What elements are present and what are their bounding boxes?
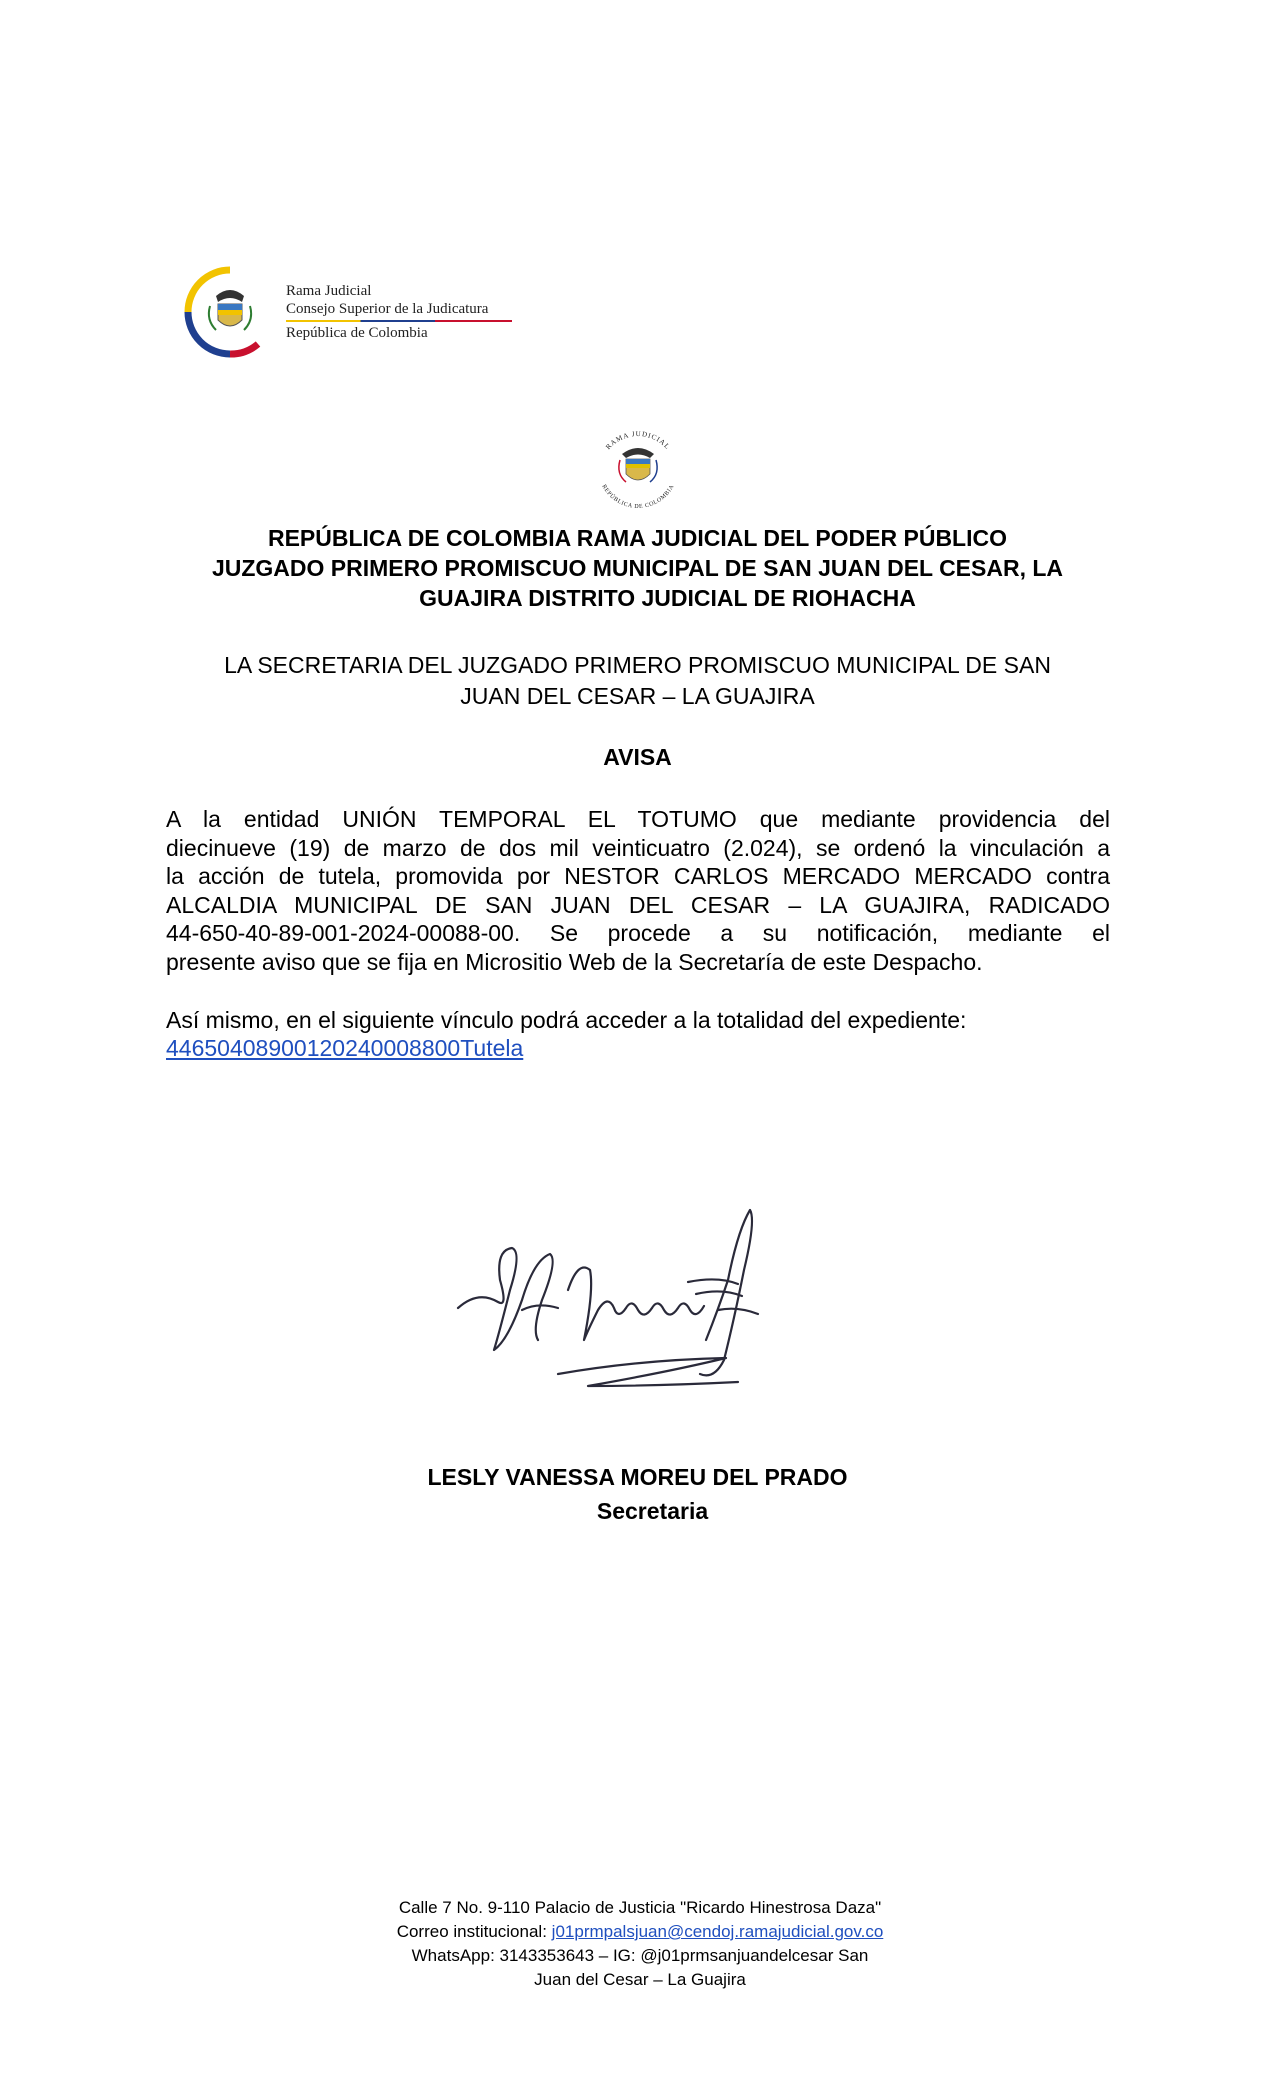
- subtitle-line-1: LA SECRETARIA DEL JUZGADO PRIMERO PROMISCUO MUNICIPAL DE SAN: [224, 652, 1051, 678]
- expediente-link[interactable]: 44650408900120240008800Tutela: [166, 1035, 524, 1061]
- footer-email-link[interactable]: j01prmpalsjuan@cendoj.ramajudicial.gov.co: [551, 1922, 884, 1941]
- body-line: presente aviso que se fija en Micrositio Web de la Secretaría de este Despacho.: [166, 948, 983, 975]
- logo-line-2: Consejo Superior de la Judicatura: [286, 301, 489, 317]
- rama-judicial-logo: [180, 262, 520, 362]
- footer-contact: WhatsApp: 3143353643 – IG: @j01prmsanjuandelcesar San: [411, 1946, 869, 1965]
- coat-of-arms-icon: [180, 262, 280, 362]
- logo-line-3: República de Colombia: [286, 325, 428, 341]
- body-line: 44-650-40-89-001-2024-00088-00. Se procede a su notificación, mediante el: [166, 920, 1110, 947]
- title-line-3: GUAJIRA DISTRITO JUDICIAL DE RIOHACHA: [419, 585, 916, 611]
- footer-email-line: [310, 1920, 970, 1944]
- footer-email-label: Correo institucional:: [396, 1922, 547, 1941]
- title-line-2: JUZGADO PRIMERO PROMISCUO MUNICIPAL DE SAN JUAN DEL CESAR, LA: [211, 555, 1064, 581]
- avisa-heading: AVISA: [603, 744, 672, 770]
- body-line: diecinueve (19) de marzo de dos mil veinticuatro (2.024), se ordenó la vinculación a: [166, 834, 1110, 861]
- document-title: [160, 523, 1115, 613]
- expediente-text: Así mismo, en el siguiente vínculo podrá acceder a la totalidad del expediente:: [166, 1007, 967, 1033]
- notice-body: [166, 805, 1110, 977]
- logo-text: [286, 282, 512, 342]
- svg-text:RAMA JUDICIAL: RAMA JUDICIAL: [604, 429, 672, 452]
- flag-divider: [286, 320, 512, 322]
- title-line-1: REPÚBLICA DE COLOMBIA RAMA JUDICIAL DEL PODER PÚBLICO: [267, 525, 1007, 551]
- body-line: la acción de tutela, promovida por NESTOR CARLOS MERCADO MERCADO contra: [166, 863, 1110, 890]
- document-subtitle: [160, 650, 1115, 712]
- signer-name: LESLY VANESSA MOREU DEL PRADO: [427, 1464, 848, 1490]
- svg-text:REPÚBLICA DE COLOMBIA: REPÚBLICA DE COLOMBIA: [600, 483, 676, 508]
- rama-judicial-seal-icon: [578, 424, 698, 508]
- body-line: ALCALDIA MUNICIPAL DE SAN JUAN DEL CESAR – LA GUAJIRA, RADICADO: [166, 891, 1110, 918]
- signer-role: Secretaria: [596, 1498, 709, 1524]
- subtitle-line-2: JUAN DEL CESAR – LA GUAJIRA: [460, 683, 815, 709]
- signer-block: [160, 1460, 1115, 1528]
- footer: [310, 1896, 970, 1992]
- footer-address: Calle 7 No. 9-110 Palacio de Justicia "Ricardo Hinestrosa Daza": [398, 1898, 882, 1917]
- footer-city: Juan del Cesar – La Guajira: [534, 1970, 746, 1989]
- expediente-paragraph: [166, 1006, 1110, 1062]
- body-line: A la entidad UNIÓN TEMPORAL EL TOTUMO que mediante providencia del: [166, 806, 1110, 832]
- handwritten-signature: [438, 1190, 838, 1400]
- logo-line-1: Rama Judicial: [286, 283, 372, 299]
